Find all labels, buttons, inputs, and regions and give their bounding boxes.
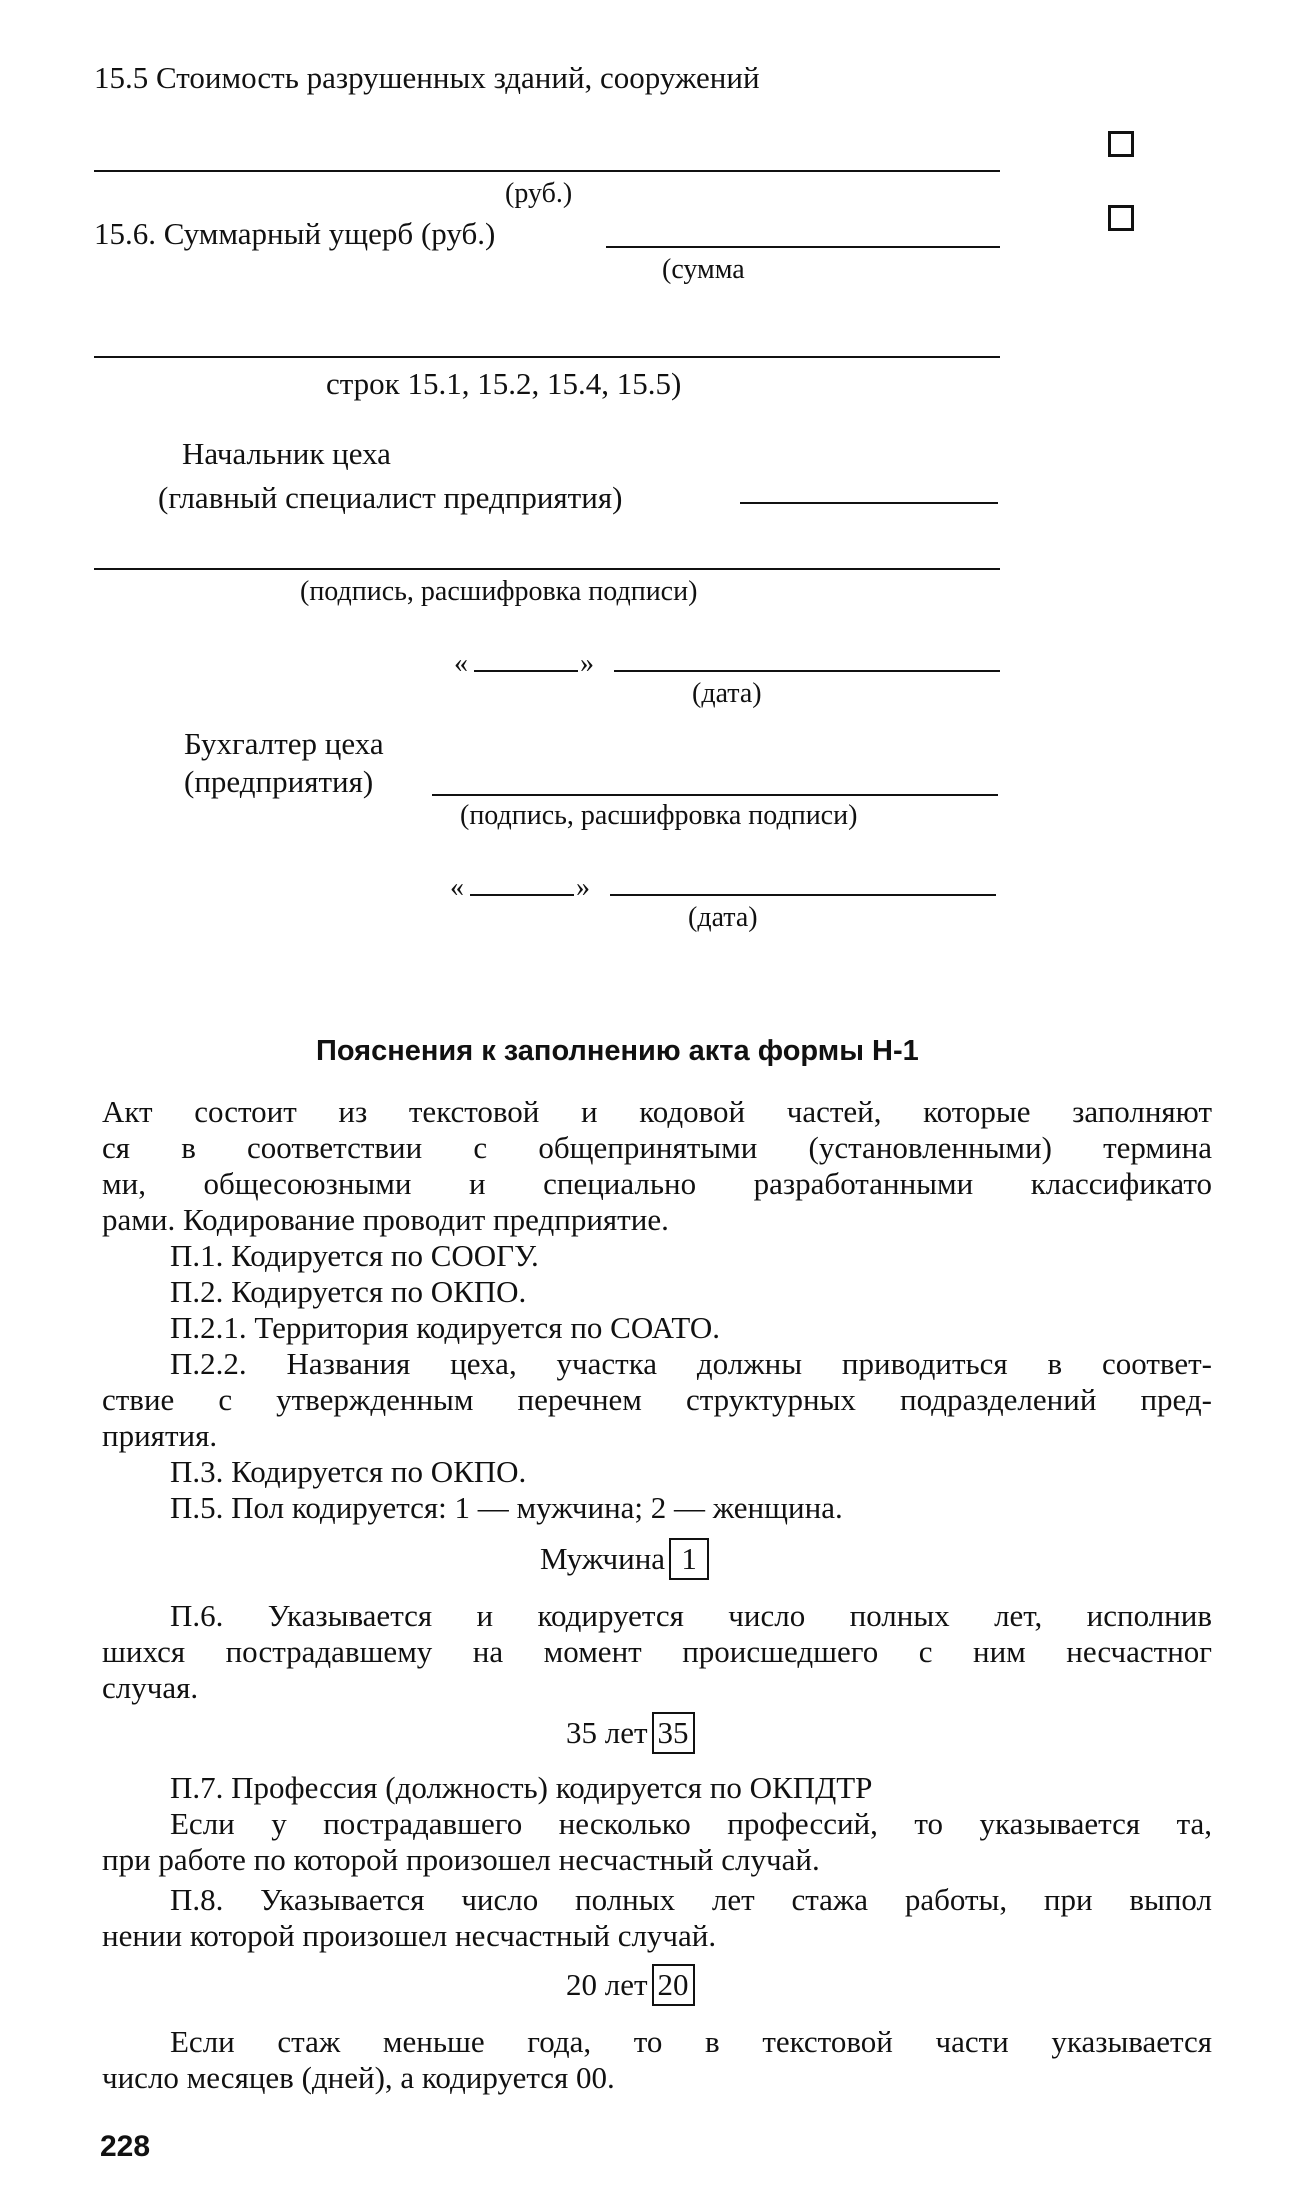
item-p1: П.1. Кодируется по СООГУ. <box>170 1238 539 1273</box>
item-p6-line2: шихся пострадавшему на момент происшедшего с ним несчастног <box>102 1634 1212 1669</box>
rule-15-6-sum <box>606 246 1000 248</box>
item-p7: П.7. Профессия (должность) кодируется по ОКПДТР <box>170 1770 873 1805</box>
quote-close-2: » <box>576 872 590 903</box>
item-p8-line2: нении которой произошел несчастный случай. <box>102 1918 717 1953</box>
item-p8-line1: П.8. Указывается число полных лет стажа работы, при выпол <box>170 1882 1212 1917</box>
example-sex <box>540 1538 709 1580</box>
item-p2-2-line1: П.2.2. Названия цеха, участка должны приводиться в соответ- <box>170 1346 1212 1381</box>
rule-date-2 <box>610 894 996 896</box>
instructions-heading: Пояснения к заполнению акта формы Н-1 <box>316 1035 919 1067</box>
item-15-6-label: 15.6. Суммарный ущерб (руб.) <box>94 216 496 251</box>
sum-caption: (сумма <box>662 254 745 285</box>
example-exp-code: 20 <box>652 1964 695 2006</box>
note-line2: число месяцев (дней), а кодируется 00. <box>102 2060 615 2095</box>
item-p2-1: П.2.1. Территория кодируется по СОАТО. <box>170 1310 721 1345</box>
signature-caption-1: (подпись, расшифровка подписи) <box>300 576 698 607</box>
accountant-line1: Бухгалтер цеха <box>184 726 384 761</box>
example-experience <box>566 1964 695 2006</box>
item-p2-2-line3: приятия. <box>102 1418 218 1453</box>
date-caption-1: (дата) <box>692 678 762 709</box>
rule-accountant <box>432 794 998 796</box>
checkbox-15-5[interactable] <box>1108 131 1134 157</box>
example-exp-label: 20 лет <box>566 1967 648 2002</box>
item-p2-2-line2: ствие с утвержденным перечнем структурных подразделений пред- <box>102 1382 1212 1417</box>
signature-caption-2: (подпись, расшифровка подписи) <box>460 800 858 831</box>
shop-head-line1: Начальник цеха <box>182 436 391 471</box>
example-age-code: 35 <box>652 1712 695 1754</box>
p1-line-2: ся в соответствии с общепринятыми (установленными) термина <box>102 1130 1212 1165</box>
example-age-label: 35 лет <box>566 1715 648 1750</box>
date-caption-2: (дата) <box>688 902 758 933</box>
item-15-5-label: 15.5 Стоимость разрушенных зданий, сооружений <box>94 60 760 95</box>
rule-day-2 <box>470 894 574 896</box>
rule-day-1 <box>474 670 578 672</box>
rows-caption: строк 15.1, 15.2, 15.4, 15.5) <box>326 366 682 401</box>
note-line1: Если стаж меньше года, то в текстовой части указывается <box>170 2024 1212 2059</box>
example-sex-label: Мужчина <box>540 1541 666 1576</box>
quote-open-1: « <box>454 648 468 679</box>
item-p2: П.2. Кодируется по ОКПО. <box>170 1274 527 1309</box>
item-p6-line3: случая. <box>102 1670 199 1705</box>
p1-line-3: ми, общесоюзными и специально разработанными классификато <box>102 1166 1212 1201</box>
item-p7-note-line1: Если у пострадавшего несколько профессий, то указывается та, <box>170 1806 1212 1841</box>
quote-close-1: » <box>580 648 594 679</box>
rule-15-6-rows <box>94 356 1000 358</box>
p1-line-1: Акт состоит из текстовой и кодовой частей, которые заполняют <box>102 1094 1212 1129</box>
rule-shop-head <box>740 502 998 504</box>
checkbox-15-6[interactable] <box>1108 205 1134 231</box>
p1-last-line: рами. Кодирование проводит предприятие. <box>102 1202 669 1237</box>
example-age <box>566 1712 695 1754</box>
rule-15-5 <box>94 170 1000 172</box>
example-sex-code: 1 <box>669 1538 709 1580</box>
item-p5: П.5. Пол кодируется: 1 — мужчина; 2 — женщина. <box>170 1490 843 1525</box>
item-p3: П.3. Кодируется по ОКПО. <box>170 1454 527 1489</box>
rub-caption: (руб.) <box>505 178 573 209</box>
rule-signature-1 <box>94 568 1000 570</box>
item-p7-note-line2: при работе по которой произошел несчастный случай. <box>102 1842 820 1877</box>
shop-head-line2: (главный специалист предприятия) <box>158 480 623 515</box>
item-p6-line1: П.6. Указывается и кодируется число полных лет, исполнив <box>170 1598 1212 1633</box>
quote-open-2: « <box>450 872 464 903</box>
accountant-line2: (предприятия) <box>184 764 374 799</box>
rule-date-1 <box>614 670 1000 672</box>
page-number: 228 <box>100 2130 151 2163</box>
